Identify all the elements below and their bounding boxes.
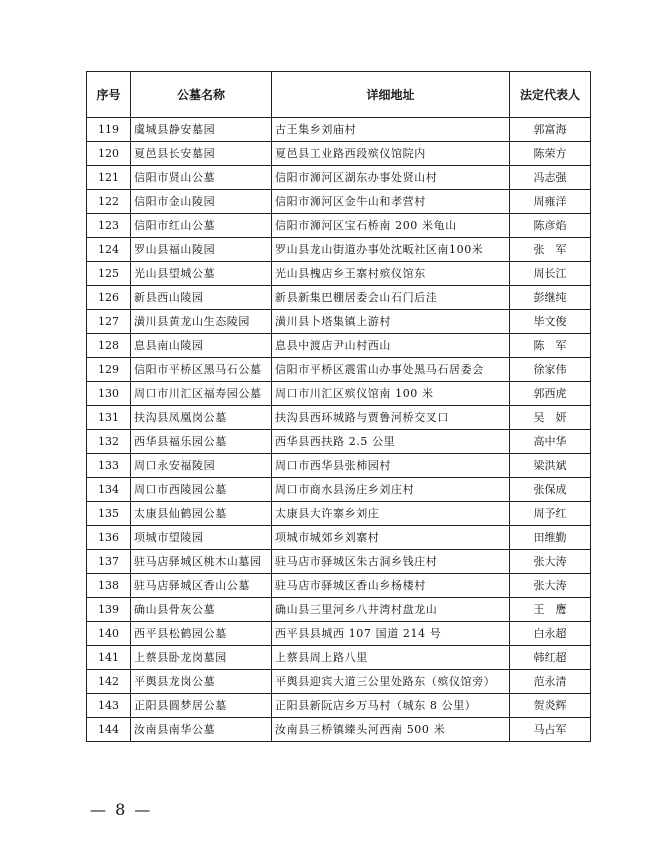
cemetery-address: 信阳市平桥区震雷山办事处黑马石居委会 [272,358,510,382]
table-row [87,166,591,190]
table-row [87,550,591,574]
row-serial: 142 [87,670,131,694]
cemetery-name: 罗山县福山陵园 [131,238,272,262]
cemetery-address: 项城市城郊乡刘寨村 [272,526,510,550]
cemetery-address: 西华县西扶路 2.5 公里 [272,430,510,454]
legal-representative: 张大涛 [510,550,591,574]
legal-representative: 徐家伟 [510,358,591,382]
legal-representative: 贺炎辉 [510,694,591,718]
row-serial: 139 [87,598,131,622]
cemetery-name: 汝南县南华公墓 [131,718,272,742]
cemetery-name: 西平县松鹤园公墓 [131,622,272,646]
cemetery-name: 周口永安福陵园 [131,454,272,478]
cemetery-name: 确山县骨灰公墓 [131,598,272,622]
cemetery-address: 平舆县迎宾大道三公里处路东（殡仪馆旁） [272,670,510,694]
table-row [87,190,591,214]
row-serial: 129 [87,358,131,382]
cemetery-name: 正阳县圆梦居公墓 [131,694,272,718]
cemetery-address: 信阳市浉河区金牛山和孝营村 [272,190,510,214]
cemetery-address: 上蔡县周上路八里 [272,646,510,670]
cemetery-address: 光山县槐店乡王寨村殡仪馆东 [272,262,510,286]
cemetery-name: 上蔡县卧龙岗墓园 [131,646,272,670]
row-serial: 120 [87,142,131,166]
legal-representative: 毕文俊 [510,310,591,334]
legal-representative: 郭西虎 [510,382,591,406]
cemetery-address: 夏邑县工业路西段殡仪馆院内 [272,142,510,166]
cemetery-address: 息县中渡店尹山村西山 [272,334,510,358]
row-serial: 141 [87,646,131,670]
legal-representative: 陈荣方 [510,142,591,166]
cemetery-address: 信阳市浉河区湖东办事处贤山村 [272,166,510,190]
cemetery-address: 驻马店市驿城区香山乡杨楼村 [272,574,510,598]
legal-representative: 张保成 [510,478,591,502]
page-number: — 8 — [90,800,153,819]
table-row [87,598,591,622]
legal-representative: 周予红 [510,502,591,526]
table-row [87,622,591,646]
legal-representative: 吴 妍 [510,406,591,430]
cemetery-address: 驻马店市驿城区朱古洞乡钱庄村 [272,550,510,574]
row-serial: 127 [87,310,131,334]
legal-representative: 郭富海 [510,118,591,142]
legal-representative: 王 鹰 [510,598,591,622]
cemetery-name: 信阳市贤山公墓 [131,166,272,190]
cemetery-address: 新县新集巴棚居委会山石门后洼 [272,286,510,310]
cemetery-name: 驻马店驿城区香山公墓 [131,574,272,598]
table-row [87,502,591,526]
legal-representative: 范永清 [510,670,591,694]
legal-representative: 周雍洋 [510,190,591,214]
legal-representative: 高中华 [510,430,591,454]
cemetery-name: 周口市川汇区福寿园公墓 [131,382,272,406]
table-row [87,718,591,742]
legal-representative: 韩红超 [510,646,591,670]
table-row [87,574,591,598]
row-serial: 137 [87,550,131,574]
row-serial: 125 [87,262,131,286]
row-serial: 128 [87,334,131,358]
cemetery-name: 夏邑县长安墓园 [131,142,272,166]
table-row [87,262,591,286]
table-row [87,286,591,310]
table-body [87,118,591,742]
cemetery-address: 西平县县城西 107 国道 214 号 [272,622,510,646]
header-cemetery-name: 公墓名称 [131,72,272,118]
table-row [87,526,591,550]
row-serial: 135 [87,502,131,526]
legal-representative: 冯志强 [510,166,591,190]
cemetery-name: 西华县福乐园公墓 [131,430,272,454]
row-serial: 123 [87,214,131,238]
legal-representative: 张 军 [510,238,591,262]
table-row [87,142,591,166]
table-row [87,238,591,262]
table-row [87,454,591,478]
legal-representative: 张大涛 [510,574,591,598]
cemetery-address: 太康县大许寨乡刘庄 [272,502,510,526]
cemetery-address: 汝南县三桥镇臻头河西南 500 米 [272,718,510,742]
row-serial: 126 [87,286,131,310]
table-row [87,382,591,406]
header-serial: 序号 [87,72,131,118]
row-serial: 122 [87,190,131,214]
legal-representative: 田维勤 [510,526,591,550]
cemetery-address: 信阳市浉河区宝石桥南 200 米龟山 [272,214,510,238]
cemetery-address: 周口市商水县汤庄乡刘庄村 [272,478,510,502]
cemetery-name: 虞城县静安墓园 [131,118,272,142]
cemetery-name: 光山县望城公墓 [131,262,272,286]
table-row [87,430,591,454]
row-serial: 138 [87,574,131,598]
cemetery-name: 扶沟县凤凰岗公墓 [131,406,272,430]
cemetery-address: 潢川县卜塔集镇上游村 [272,310,510,334]
row-serial: 144 [87,718,131,742]
table-row [87,694,591,718]
row-serial: 143 [87,694,131,718]
header-legal-rep: 法定代表人 [510,72,591,118]
cemetery-name: 信阳市红山公墓 [131,214,272,238]
legal-representative: 梁洪斌 [510,454,591,478]
row-serial: 133 [87,454,131,478]
row-serial: 134 [87,478,131,502]
cemetery-address: 正阳县新阮店乡万马村（城东 8 公里） [272,694,510,718]
cemetery-address: 古王集乡刘庙村 [272,118,510,142]
cemetery-name: 项城市望陵园 [131,526,272,550]
row-serial: 131 [87,406,131,430]
legal-representative: 白永超 [510,622,591,646]
cemetery-name: 周口市西陵园公墓 [131,478,272,502]
row-serial: 132 [87,430,131,454]
row-serial: 124 [87,238,131,262]
row-serial: 130 [87,382,131,406]
row-serial: 136 [87,526,131,550]
cemetery-name: 息县南山陵园 [131,334,272,358]
header-address: 详细地址 [272,72,510,118]
table-header-row [87,72,591,118]
table-row [87,358,591,382]
table-row [87,118,591,142]
cemetery-name: 平舆县龙岗公墓 [131,670,272,694]
cemetery-name: 新县西山陵园 [131,286,272,310]
legal-representative: 彭继纯 [510,286,591,310]
cemetery-name: 潢川县黄龙山生态陵园 [131,310,272,334]
cemetery-table [86,71,591,742]
cemetery-address: 周口市西华县张柿园村 [272,454,510,478]
legal-representative: 陈彦焰 [510,214,591,238]
row-serial: 140 [87,622,131,646]
cemetery-name: 太康县仙鹤园公墓 [131,502,272,526]
cemetery-address: 扶沟县西环城路与贾鲁河桥交叉口 [272,406,510,430]
table-row [87,334,591,358]
row-serial: 121 [87,166,131,190]
table-row [87,406,591,430]
table-row [87,214,591,238]
cemetery-name: 信阳市平桥区黑马石公墓 [131,358,272,382]
legal-representative: 马占军 [510,718,591,742]
row-serial: 119 [87,118,131,142]
cemetery-address: 周口市川汇区殡仪馆南 100 米 [272,382,510,406]
table-row [87,478,591,502]
legal-representative: 陈 军 [510,334,591,358]
cemetery-name: 驻马店驿城区桃木山墓园 [131,550,272,574]
cemetery-name: 信阳市金山陵园 [131,190,272,214]
table-row [87,670,591,694]
table-row [87,646,591,670]
legal-representative: 周长江 [510,262,591,286]
cemetery-address: 确山县三里河乡八井湾村盘龙山 [272,598,510,622]
cemetery-address: 罗山县龙山街道办事处沈畈社区南100米 [272,238,510,262]
table-row [87,310,591,334]
